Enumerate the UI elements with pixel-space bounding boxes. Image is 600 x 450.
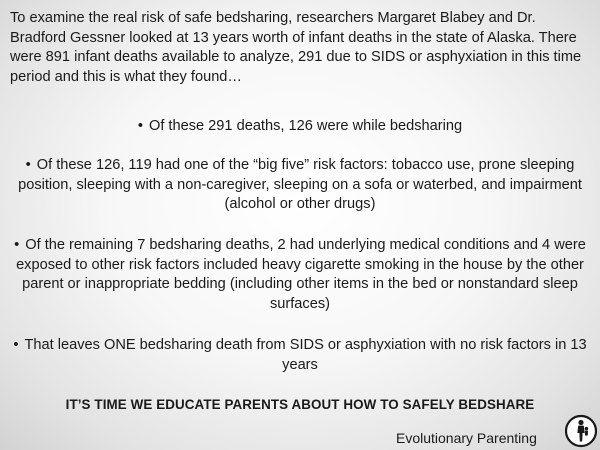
bullet-item-1	[6, 117, 594, 137]
bullet-item-2	[6, 156, 594, 215]
bullet-text: Of these 291 deaths, 126 were while bedsharing	[148, 118, 463, 134]
parent-child-silhouette-icon	[565, 414, 597, 448]
closing-headline: IT’S TIME WE EDUCATE PARENTS ABOUT HOW TO SAFELY BEDSHARE	[65, 397, 535, 412]
bullet-item-3	[6, 236, 594, 314]
intro-paragraph: To examine the real risk of safe bedsharing, researchers Margaret Blabey and Dr. Bradford Gessner looked at 13 years worth of infant deaths in the state of Alaska. There were 891 infant deaths available to analyze, 291 due to SIDS or asphyxiation in this time period and this is what they found…	[10, 10, 582, 85]
bullet-text: Of the remaining 7 bedsharing deaths, 2 had underlying medical conditions and 4 were exposed to other risk factors included heavy cigarette smoking in the house by the other parent or inappropriate bedding (including other items in the bed or nonstandard sleep surfaces)	[16, 237, 586, 312]
bullet-item-4	[6, 336, 594, 375]
bullet-marker: •	[14, 237, 20, 253]
brand-name: Evolutionary Parenting	[396, 430, 537, 446]
bullet-marker: •	[137, 118, 143, 134]
bullet-text: Of these 126, 119 had one of the “big five” risk factors: tobacco use, prone sleeping position, sleeping with a non-caregiver, sleeping on a sofa or waterbed, and impairment (alcohol or other drugs)	[18, 157, 582, 212]
bullet-marker: •	[25, 157, 31, 173]
bullet-text: That leaves ONE bedsharing death from SIDS or asphyxiation with no risk factors in 13 years	[24, 337, 587, 373]
bullet-marker: •	[13, 337, 19, 353]
